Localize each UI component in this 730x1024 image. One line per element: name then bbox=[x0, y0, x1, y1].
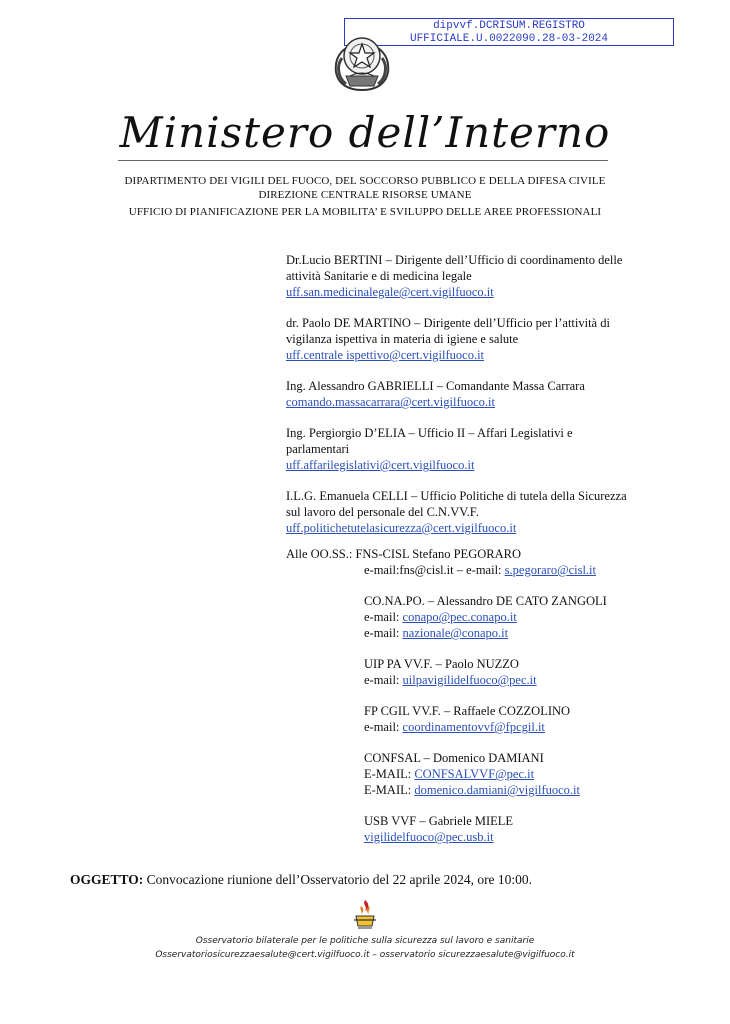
union-email-label: e-mail: bbox=[364, 610, 403, 624]
recipient-email-link[interactable]: uff.affarilegislativi@cert.vigilfuoco.it bbox=[286, 458, 475, 472]
recipient-line: Dr.Lucio BERTINI – Dirigente dell’Ufficio di coordinamento delle bbox=[286, 253, 623, 267]
union-email-link[interactable]: conapo@pec.conapo.it bbox=[402, 610, 517, 624]
union-email-label: E-MAIL: bbox=[364, 783, 415, 797]
union-email-link[interactable]: domenico.damiani@vigilfuoco.it bbox=[414, 783, 580, 797]
union-email-label: e-mail: bbox=[364, 626, 403, 640]
protocol-stamp-line1: dipvvf.DCRISUM.REGISTRO bbox=[433, 20, 585, 32]
recipient-line: attività Sanitarie e di medicina legale bbox=[286, 269, 472, 283]
recipient-block bbox=[286, 425, 716, 473]
union-name: USB VVF – Gabriele MIELE bbox=[364, 814, 514, 828]
union-block-fns-cisl bbox=[286, 546, 716, 578]
union-email-link[interactable]: s.pegoraro@cisl.it bbox=[504, 563, 597, 577]
recipient-line: parlamentari bbox=[286, 442, 350, 456]
ministry-title-underline bbox=[118, 160, 608, 161]
union-block-usb bbox=[286, 813, 716, 845]
protocol-stamp-line2: UFFICIALE.U.0022090.28-03-2024 bbox=[409, 33, 609, 45]
union-name: CONFSAL – Domenico DAMIANI bbox=[364, 751, 544, 765]
subject-line bbox=[70, 872, 532, 888]
union-email-link[interactable]: vigilidelfuoco@pec.usb.it bbox=[364, 830, 494, 844]
union-block-conapo bbox=[286, 593, 716, 641]
union-block-confsal bbox=[286, 750, 716, 798]
office-name: UFFICIO DI PIANIFICAZIONE PER LA MOBILITA’ E SVILUPPO DELLE AREE PROFESSIONALI bbox=[128, 206, 602, 218]
recipient-line: Ing. Pergiorgio D’ELIA – Ufficio II – Affari Legislativi e bbox=[286, 426, 573, 440]
unions-list bbox=[286, 546, 716, 860]
footer-line-2: Osservatoriosicurezzaesalute@cert.vigilfuoco.it – osservatorio sicurezzaesalute@vigilfuoco.it bbox=[155, 950, 575, 960]
union-email-link[interactable]: coordinamentovvf@fpcgil.it bbox=[402, 720, 545, 734]
union-email-link[interactable]: nazionale@conapo.it bbox=[402, 626, 509, 640]
ministry-title: Ministero dell’Interno bbox=[119, 108, 611, 157]
union-email-label: E-MAIL: bbox=[364, 767, 415, 781]
recipient-line: dr. Paolo DE MARTINO – Dirigente dell’Ufficio per l’attività di bbox=[286, 316, 610, 330]
recipient-block bbox=[286, 378, 716, 410]
union-block-uip bbox=[286, 656, 716, 688]
recipients-list bbox=[286, 252, 716, 551]
union-name: FP CGIL VV.F. – Raffaele COZZOLINO bbox=[364, 704, 571, 718]
recipient-block bbox=[286, 488, 716, 536]
subject-label: OGGETTO: bbox=[70, 872, 144, 887]
recipient-line: sul lavoro del personale del C.N.VV.F. bbox=[286, 505, 479, 519]
union-name: UIP PA VV.F. – Paolo NUZZO bbox=[364, 657, 519, 671]
union-email-link[interactable]: CONFSALVVF@pec.it bbox=[414, 767, 535, 781]
recipient-line: Ing. Alessandro GABRIELLI – Comandante Massa Carrara bbox=[286, 379, 585, 393]
recipient-line: vigilanza ispettiva in materia di igiene e salute bbox=[286, 332, 519, 346]
footer-line-1: Osservatorio bilaterale per le politiche sulla sicurezza sul lavoro e sanitarie bbox=[195, 936, 535, 946]
vigili-del-fuoco-logo-icon bbox=[350, 898, 380, 930]
directorate-name: DIREZIONE CENTRALE RISORSE UMANE bbox=[258, 189, 472, 201]
recipient-email-link[interactable]: comando.massacarrara@cert.vigilfuoco.it bbox=[286, 395, 495, 409]
union-email-link[interactable]: uilpavigilidelfuoco@pec.it bbox=[402, 673, 537, 687]
union-email-text: e-mail:fns@cisl.it – e-mail: bbox=[364, 563, 505, 577]
union-email-label: e-mail: bbox=[364, 673, 403, 687]
italian-republic-emblem-icon bbox=[322, 14, 402, 94]
recipient-email-link[interactable]: uff.politichetutelasicurezza@cert.vigilfuoco.it bbox=[286, 521, 517, 535]
union-name: CO.NA.PO. – Alessandro DE CATO ZANGOLI bbox=[364, 594, 607, 608]
unions-header: Alle OO.SS.: FNS-CISL Stefano PEGORARO bbox=[286, 547, 521, 561]
recipient-email-link[interactable]: uff.centrale ispettivo@cert.vigilfuoco.it bbox=[286, 348, 485, 362]
recipient-email-link[interactable]: uff.san.medicinalegale@cert.vigilfuoco.it bbox=[286, 285, 494, 299]
recipient-block bbox=[286, 252, 716, 300]
subject-text: Convocazione riunione dell’Osservatorio del 22 aprile 2024, ore 10:00. bbox=[143, 872, 533, 887]
department-name: DIPARTIMENTO DEI VIGILI DEL FUOCO, DEL SOCCORSO PUBBLICO E DELLA DIFESA CIVILE bbox=[124, 175, 606, 187]
recipient-line: I.L.G. Emanuela CELLI – Ufficio Politiche di tutela della Sicurezza bbox=[286, 489, 627, 503]
union-email-label: e-mail: bbox=[364, 720, 403, 734]
union-block-fp-cgil bbox=[286, 703, 716, 735]
recipient-block bbox=[286, 315, 716, 363]
